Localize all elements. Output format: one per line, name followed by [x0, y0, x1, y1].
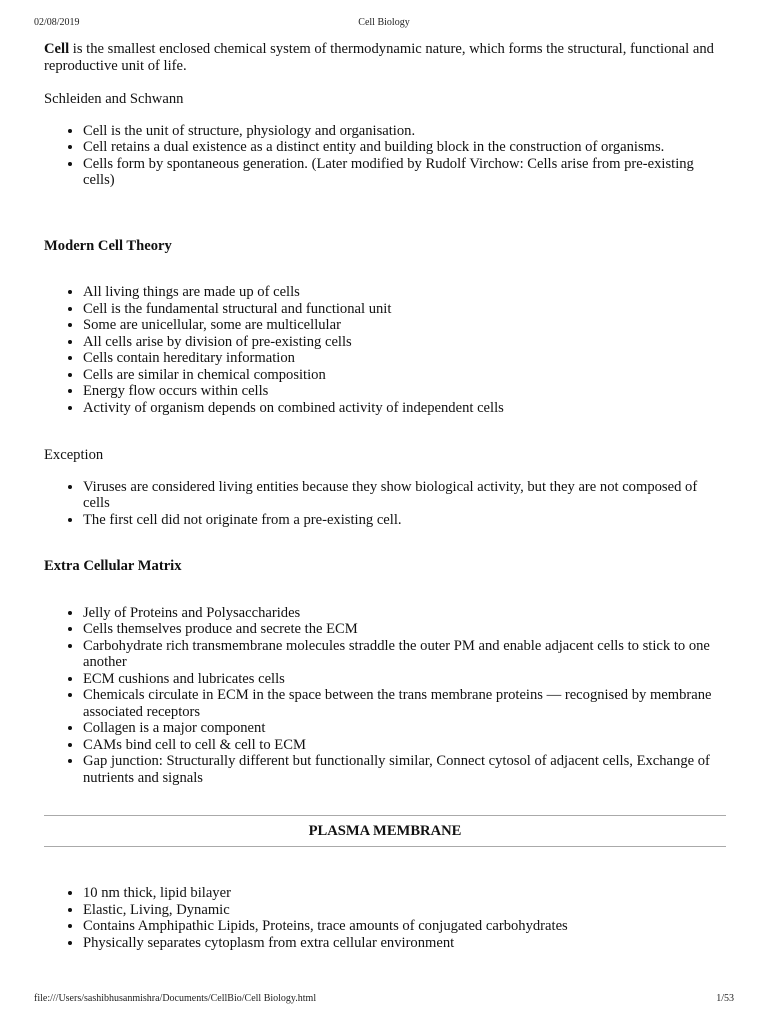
list-item: • Viruses are considered living entities because they show biological activity, but they are not composed of cells	[83, 479, 726, 512]
list-item: • Energy flow occurs within cells	[83, 383, 726, 400]
list-item: • Cells themselves produce and secrete the ECM	[83, 621, 726, 638]
list-item: • Cell is the fundamental structural and functional unit	[83, 301, 726, 318]
footer-file-path: file:///Users/sashibhusanmishra/Documents/CellBio/Cell Biology.html	[34, 993, 317, 1004]
list-item: • Cells contain hereditary information	[83, 350, 726, 367]
intro-text: is the smallest enclosed chemical system of thermodynamic nature, which forms the structural, functional and reproductive unit of life.	[44, 41, 714, 74]
modern-cell-theory-heading: Modern Cell Theory	[44, 237, 172, 254]
plasma-membrane-list	[44, 885, 726, 951]
schleiden-list	[44, 123, 726, 189]
header-date: 02/08/2019	[34, 17, 80, 28]
list-item: • Cells form by spontaneous generation. (Later modified by Rudolf Virchow: Cells arise from pre-existing cells)	[83, 156, 726, 189]
list-item: • Carbohydrate rich transmembrane molecules straddle the outer PM and enable adjacent cells to stick to one another	[83, 638, 726, 671]
ecm-list	[44, 605, 726, 787]
list-item: • Chemicals circulate in ECM in the space between the trans membrane proteins — recognised by membrane associated receptors	[83, 687, 726, 720]
exception-title: Exception	[44, 447, 104, 463]
list-item: • Collagen is a major component	[83, 720, 726, 737]
list-item: • Cells are similar in chemical composition	[83, 367, 726, 384]
list-item: • All living things are made up of cells	[83, 284, 726, 301]
list-item: • Some are unicellular, some are multicellular	[83, 317, 726, 334]
ecm-heading: Extra Cellular Matrix	[44, 558, 182, 574]
footer-page-number: 1/53	[716, 993, 734, 1004]
list-item: • 10 nm thick, lipid bilayer	[83, 885, 726, 902]
list-item: • CAMs bind cell to cell & cell to ECM	[83, 737, 726, 754]
list-item: • ECM cushions and lubricates cells	[83, 671, 726, 688]
list-item: • Elastic, Living, Dynamic	[83, 902, 726, 919]
list-item: • The first cell did not originate from a pre-existing cell.	[83, 512, 726, 529]
list-item: • All cells arise by division of pre-existing cells	[83, 334, 726, 351]
list-item: • Cell is the unit of structure, physiology and organisation.	[83, 123, 726, 140]
document-body	[44, 40, 726, 951]
modern-cell-theory-list	[44, 284, 726, 416]
list-item: • Activity of organism depends on combined activity of independent cells	[83, 400, 726, 417]
list-item: • Jelly of Proteins and Polysaccharides	[83, 605, 726, 622]
page-footer	[34, 993, 734, 1007]
schleiden-title: Schleiden and Schwann	[44, 91, 184, 107]
list-item: • Cell retains a dual existence as a distinct entity and building block in the construction of organisms.	[83, 139, 726, 156]
exception-list	[44, 479, 726, 529]
header-title: Cell Biology	[358, 17, 410, 28]
intro-paragraph	[44, 41, 726, 74]
plasma-membrane-heading: PLASMA MEMBRANE	[44, 815, 726, 847]
page-header	[34, 17, 734, 31]
intro-term: Cell	[44, 41, 70, 57]
list-item: • Physically separates cytoplasm from extra cellular environment	[83, 935, 726, 952]
list-item: • Gap junction: Structurally different but functionally similar, Connect cytosol of adjacent cells, Exchange of nutrients and signals	[83, 753, 726, 786]
list-item: • Contains Amphipathic Lipids, Proteins, trace amounts of conjugated carbohydrates	[83, 918, 726, 935]
